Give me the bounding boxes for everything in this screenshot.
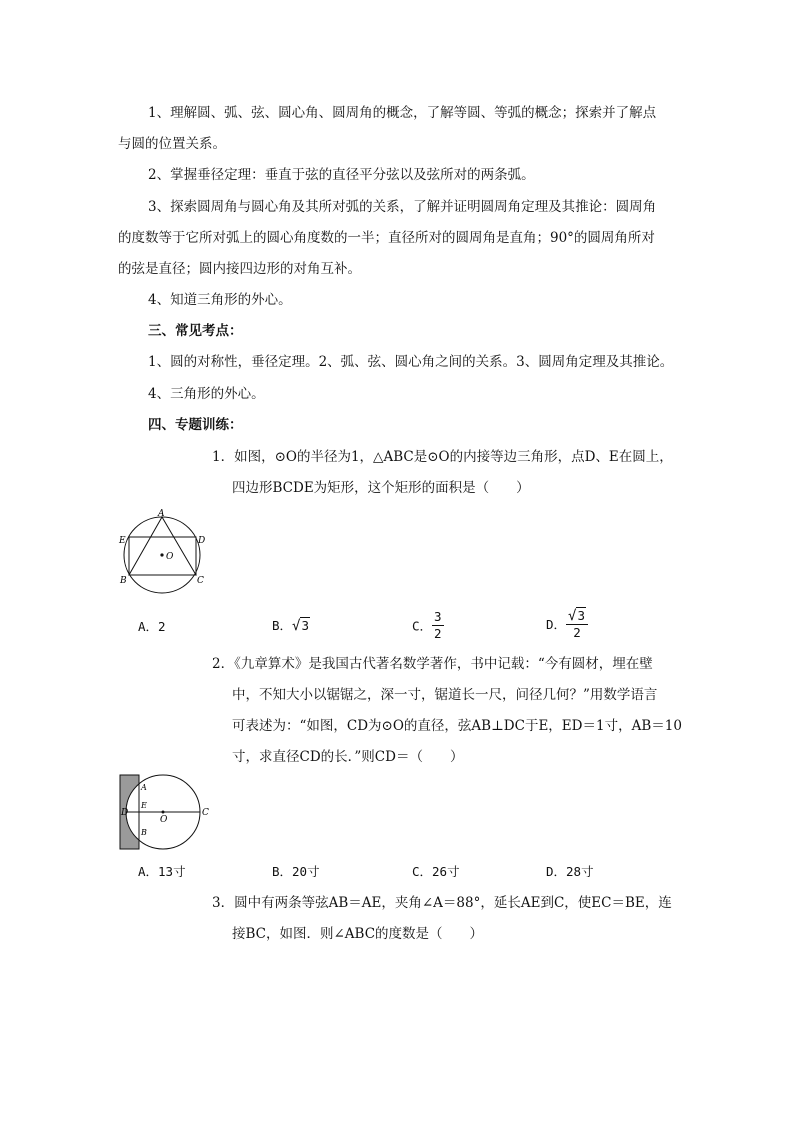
q2-line-3: 可表述为：“如图，CD为⊙O的直径，弦AB⊥DC于E，ED＝1寸，AB＝10 xyxy=(232,718,682,734)
q1-option-c-numerator: 3 xyxy=(434,609,442,624)
section-3-line-2: 4、三角形的外心。 xyxy=(148,386,265,402)
section-4-heading: 四、专题训练： xyxy=(148,417,243,433)
q1-option-a: A．2 xyxy=(138,619,166,634)
q3-line-1: 3．圆中有两条等弦AB＝AE，夹角∠A＝88°，延长AE到C，使EC＝BE，连 xyxy=(212,895,672,911)
q1-line-2: 四边形BCDE为矩形，这个矩形的面积是（ ） xyxy=(232,480,530,496)
q2-option-b: B．20寸 xyxy=(272,864,320,879)
q1-option-b-prefix: B． xyxy=(272,618,293,633)
section-3-line-1: 1、圆的对称性，垂径定理。2、弧、弦、圆心角之间的关系。3、圆周角定理及其推论。 xyxy=(148,354,674,370)
q1-option-b xyxy=(272,615,310,637)
q1-fig-label-c: C xyxy=(197,576,204,586)
q2-option-d: D．28寸 xyxy=(546,864,594,879)
q1-option-c-denominator: 2 xyxy=(434,626,442,641)
q1-option-d-prefix: D． xyxy=(546,617,567,632)
q2-fig-label-c: C xyxy=(202,808,209,818)
q3-line-2: 接BC，如图．则∠ABC的度数是（ ） xyxy=(232,926,484,942)
q1-option-d-radicand: 3 xyxy=(577,608,585,623)
objective-4: 4、知道三角形的外心。 xyxy=(148,292,292,308)
q1-option-c-prefix: C． xyxy=(412,618,433,634)
q2-option-c: C．26寸 xyxy=(412,864,460,879)
q1-line-1: 1．如图，⊙O的半径为1，△ABC是⊙O的内接等边三角形，点D、E在圆上， xyxy=(212,449,673,465)
q2-line-4: 寸，求直径CD的长．”则CD＝（ ） xyxy=(232,749,464,765)
q1-option-d-denominator: 2 xyxy=(573,625,581,640)
objective-3-line-2: 的度数等于它所对弧上的圆心角度数的一半；直径所对的圆周角是直角；90°的圆周角所对 xyxy=(118,230,655,246)
q1-option-d-numerator xyxy=(566,607,588,625)
q2-fig-label-d: D xyxy=(121,808,129,818)
q1-figure-circle-rectangle xyxy=(115,506,220,598)
sqrt-icon: √ xyxy=(292,618,301,634)
objective-3-line-3: 的弦是直径；圆内接四边形的对角互补。 xyxy=(118,261,361,277)
objective-1-line-1: 1、理解圆、弧、弦、圆心角、圆周角的概念，了解等圆、等弧的概念；探索并了解点 xyxy=(148,105,657,121)
q1-option-d xyxy=(546,607,588,641)
q2-line-1: 2．《九章算术》是我国古代著名数学著作，书中记载：“今有圆材，埋在壁 xyxy=(212,656,653,672)
objective-2: 2、掌握垂径定理：垂直于弦的直径平分弦以及弦所对的两条弧。 xyxy=(148,167,535,183)
q1-option-b-radicand: 3 xyxy=(301,618,309,633)
q1-fig-label-b: B xyxy=(120,576,127,586)
q2-fig-label-a: A xyxy=(141,783,147,792)
q1-fig-label-o: O xyxy=(166,552,174,562)
q2-fig-label-b: B xyxy=(141,828,147,837)
q1-option-d-fraction xyxy=(566,607,588,641)
q2-fig-label-e: E xyxy=(141,801,147,810)
q1-option-c xyxy=(412,609,444,642)
q2-fig-label-o: O xyxy=(160,815,168,825)
q1-fig-label-e: E xyxy=(119,536,126,546)
q2-line-2: 中，不知大小以锯锯之，深一寸，锯道长一尺，问径几何？”用数学语言 xyxy=(232,687,658,703)
section-3-heading: 三、常见考点： xyxy=(148,323,243,339)
q1-option-c-fraction xyxy=(432,609,444,642)
q2-option-a: A．13寸 xyxy=(138,864,186,879)
sqrt-icon: √ xyxy=(568,608,577,624)
q1-fig-label-d: D xyxy=(198,536,206,546)
objective-1-line-2: 与圆的位置关系。 xyxy=(118,136,226,152)
q1-fig-label-a: A xyxy=(158,509,165,519)
q2-figure-wall-circle xyxy=(115,772,215,852)
objective-3-line-1: 3、探索圆周角与圆心角及其所对弧的关系，了解并证明圆周角定理及其推论：圆周角 xyxy=(148,199,657,215)
